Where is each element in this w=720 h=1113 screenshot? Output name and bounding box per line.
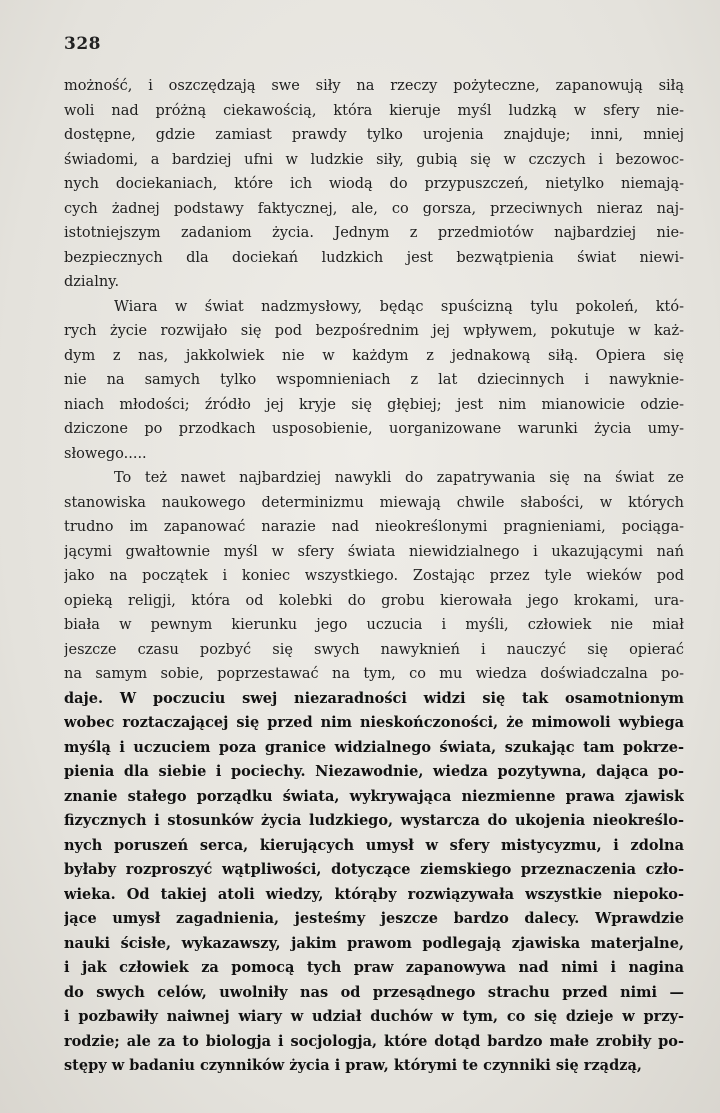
text-line: słowego..... <box>64 445 147 462</box>
body-text <box>64 74 684 1079</box>
text-line: stępy w badaniu czynników życia i praw, którymi te czynniki się rządzą, <box>64 1057 642 1074</box>
text-line: jące umysł zagadnienia, jesteśmy jeszcze bardzo dalecy. Wprawdzie <box>64 910 684 927</box>
text-line: fizycznych i stosunków życia ludzkiego, wystarcza do ukojenia nieokreślo- <box>64 812 684 829</box>
paragraph <box>64 466 684 1079</box>
page-number: 328 <box>64 34 101 54</box>
text-line: niach młodości; źródło jej kryje się głębiej; jest nim mianowicie odzie- <box>64 396 684 413</box>
text-line: wobec roztaczającej się przed nim nieskończoności, że mimowoli wybiega <box>64 714 684 731</box>
text-line: możność, i oszczędzają swe siły na rzeczy pożyteczne, zapanowują siłą <box>64 78 684 94</box>
text-line: nie na samych tylko wspomnieniach z lat dziecinnych i nawyknie- <box>64 372 684 388</box>
text-line: Wiara w świat nadzmysłowy, będąc spuścizną tylu pokoleń, któ- <box>114 298 684 315</box>
text-line: To też nawet najbardziej nawykli do zapatrywania się na świat ze <box>114 470 684 486</box>
text-line: bezpiecznych dla dociekań ludzkich jest bezwątpienia świat niewi- <box>64 249 684 266</box>
text-line: myślą i uczuciem poza granice widzialnego świata, szukając tam pokrze- <box>64 738 684 756</box>
text-line: stanowiska naukowego determinizmu miewają chwile słabości, w których <box>64 494 684 511</box>
text-line: dziczone po przodkach usposobienie, uorganizowane warunki życia umy- <box>64 421 684 437</box>
text-line: rych życie rozwijało się pod bezpośrednim jej wpływem, pokutuje w każ- <box>64 323 684 339</box>
text-line: opieką religji, która od kolebki do grobu kierowała jego krokami, ura- <box>64 592 684 609</box>
text-line: na samym sobie, poprzestawać na tym, co mu wiedza doświadczalna po- <box>64 666 684 682</box>
text-line: jeszcze czasu pozbyć się swych nawyknień i nauczyć się opierać <box>64 641 684 658</box>
text-line: do swych celów, uwolniły nas od przesądnego strachu przed nimi — <box>64 983 684 1001</box>
text-line: nauki ścisłe, wykazawszy, jakim prawom podlegają zjawiska materjalne, <box>64 934 684 952</box>
text-line: rodzie; ale za to biologja i socjologja, które dotąd bardzo małe zrobiły po- <box>64 1032 684 1050</box>
paragraph <box>64 74 684 295</box>
text-line: daje. W poczuciu swej niezaradności widzi się tak osamotnionym <box>64 689 684 707</box>
text-line: dostępne, gdzie zamiast prawdy tylko urojenia znajduje; inni, mniej <box>64 127 684 143</box>
text-line: woli nad próżną ciekawością, która kieruje myśl ludzką w sfery nie- <box>64 102 684 119</box>
paragraph <box>64 295 684 467</box>
text-line: cych żadnej podstawy faktycznej, ale, co gorsza, przeciwnych nieraz naj- <box>64 200 684 217</box>
text-line: świadomi, a bardziej ufni w ludzkie siły, gubią się w czczych i bezowoc- <box>64 151 684 168</box>
text-line: nych dociekaniach, które ich wiodą do przypuszczeń, nietylko niemają- <box>64 176 684 192</box>
text-line: jącymi gwałtownie myśl w sfery świata niewidzialnego i ukazującymi nań <box>64 543 684 560</box>
text-line: i pozbawiły naiwnej wiary w udział duchów w tym, co się dzieje w przy- <box>64 1008 684 1025</box>
text-line: biała w pewnym kierunku jego uczucia i myśli, człowiek nie miał <box>64 617 684 633</box>
text-line: istotniejszym zadaniom życia. Jednym z przedmiotów najbardziej nie- <box>64 225 684 241</box>
text-line: byłaby rozproszyć wątpliwości, dotyczące ziemskiego przeznaczenia czło- <box>64 861 684 878</box>
text-line: dzialny. <box>64 274 120 290</box>
text-line: pienia dla siebie i pociechy. Niezawodnie, wiedza pozytywna, dająca po- <box>64 763 684 780</box>
text-line: wieka. Od takiej atoli wiedzy, którąby rozwiązywała wszystkie niepoko- <box>64 885 684 903</box>
text-line: jako na początek i koniec wszystkiego. Zostając przez tyle wieków pod <box>64 568 684 584</box>
text-line: znanie stałego porządku świata, wykrywająca niezmienne prawa zjawisk <box>64 787 684 805</box>
text-line: dym z nas, jakkolwiek nie w każdym z jednakową siłą. Opiera się <box>64 347 684 364</box>
text-line: i jak człowiek za pomocą tych praw zapanowywa nad nimi i nagina <box>64 959 684 976</box>
text-line: nych poruszeń serca, kierujących umysł w sfery mistycyzmu, i zdolna <box>64 836 684 854</box>
text-line: trudno im zapanować narazie nad nieokreślonymi pragnieniami, pociąga- <box>64 519 684 535</box>
